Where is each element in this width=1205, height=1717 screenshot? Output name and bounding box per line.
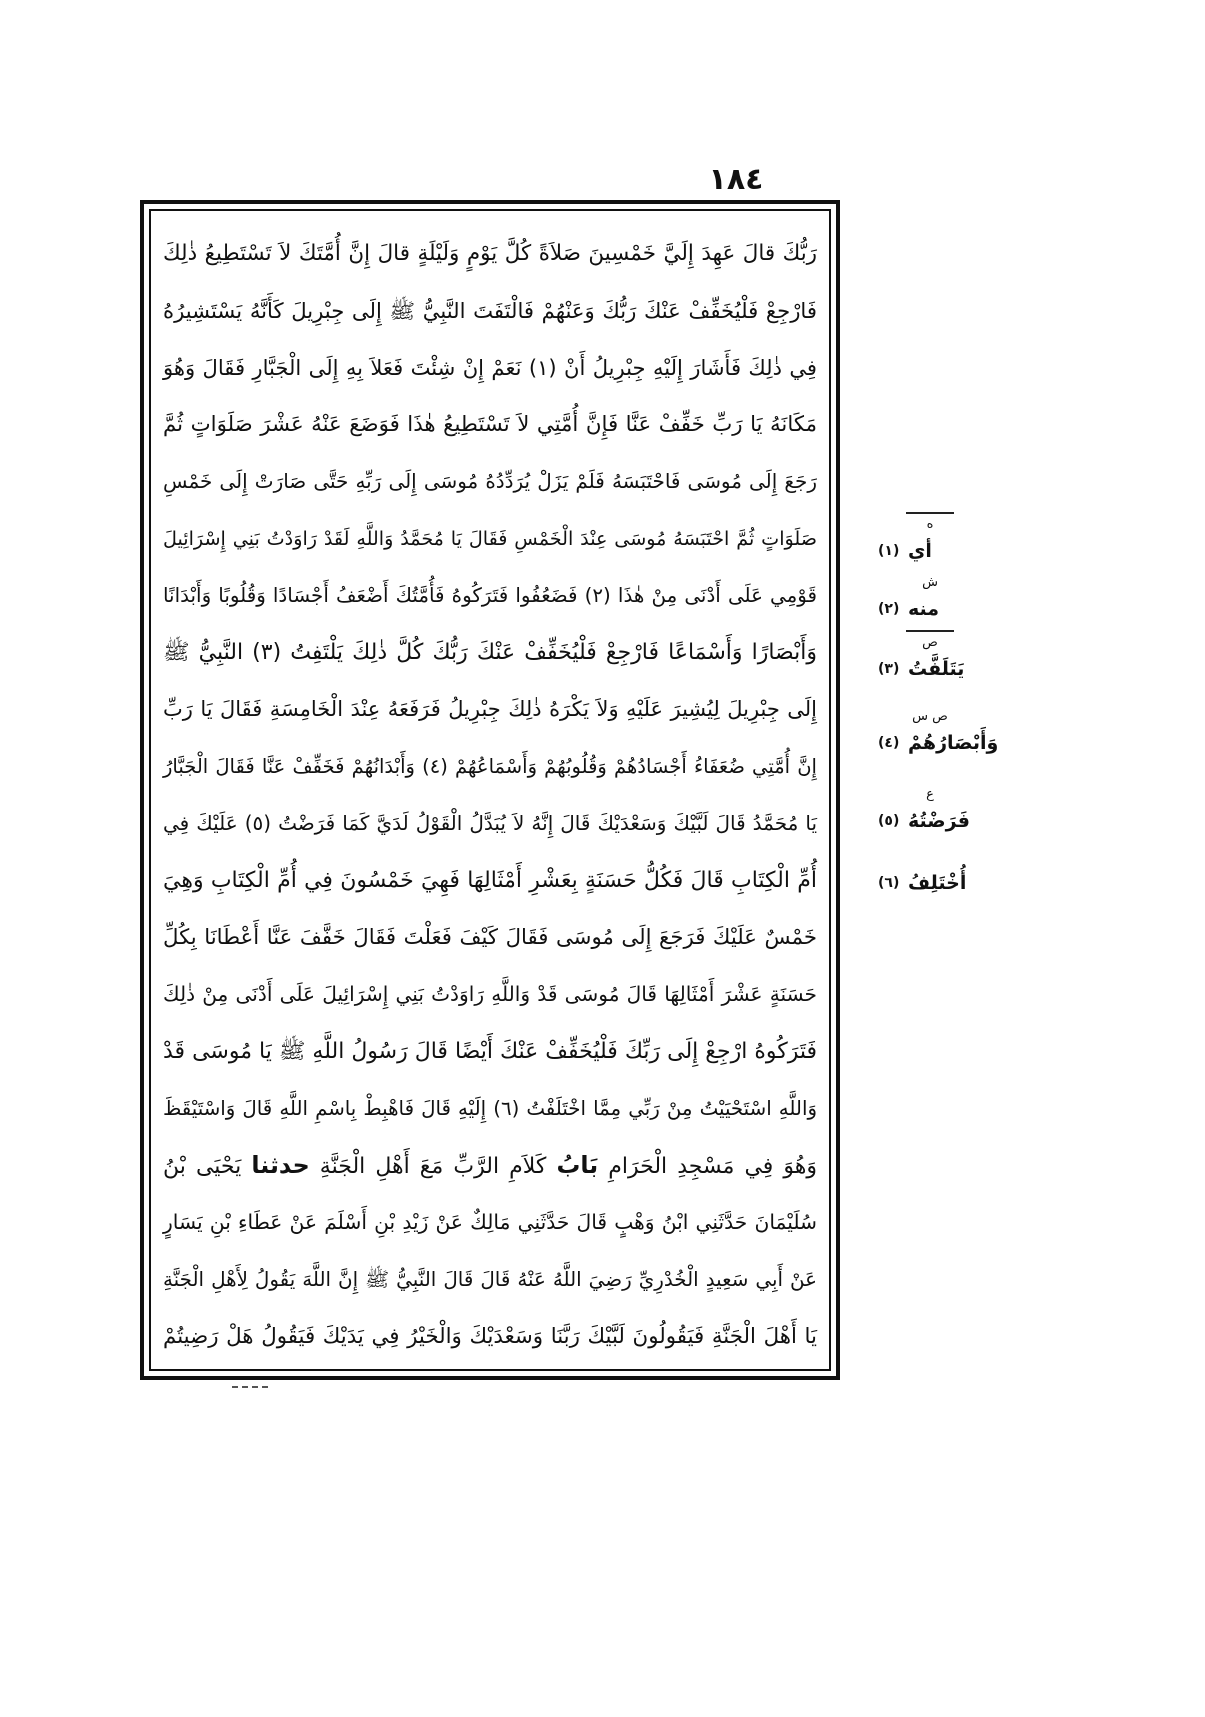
text-line: إِنَّ أُمَّتِي ضُعَفَاءُ أَجْسَادُهُمْ وَقُلُوبُهُمْ وَأَسْمَاعُهُمْ (٤) وَأَبْدَانُهُمْ فَخَفِّفْ عَنَّا فَقَالَ الْجَبَّارُ	[163, 755, 817, 778]
margin-note-text: فَرَضْتُهُ	[908, 810, 970, 832]
margin-note-number: (٣)	[878, 661, 900, 677]
text-frame	[140, 200, 840, 1380]
page-number: ١٨٤	[708, 162, 764, 197]
margin-note-siglum: ش	[922, 575, 938, 590]
margin-note	[878, 784, 1028, 844]
text-line: مَكَانَهُ يَا رَبِّ خَفِّفْ عَنَّا فَإِنَّ أُمَّتِي لاَ تَسْتَطِيعُ هٰذَا فَوَضَعَ عَنْهُ عَشْرَ صَلَوَاتٍ ثُمَّ	[163, 412, 817, 437]
scan-mark	[232, 1386, 268, 1388]
margin-note-text: أُخْتَلِفُ	[908, 872, 967, 894]
text-line: وَأَبْصَارًا وَأَسْمَاعًا فَارْجِعْ فَلْيُخَفِّفْ عَنْكَ رَبُّكَ كُلَّ ذٰلِكَ يَلْتَفِتُ (٣) النَّبِيُّ ﷺ	[163, 640, 817, 665]
margin-note	[878, 846, 1028, 906]
text-line: عَنْ أَبِي سَعِيدٍ الْخُدْرِيِّ رَضِيَ اللَّهُ عَنْهُ قَالَ قَالَ النَّبِيُّ ﷺ إِنَّ اللَّهَ يَقُولُ لِأَهْلِ الْجَنَّةِ	[163, 1268, 817, 1291]
text-line: فَتَرَكُوهُ ارْجِعْ إِلَى رَبِّكَ فَلْيُخَفِّفْ عَنْكَ أَيْضًا قَالَ رَسُولُ اللَّهِ ﷺ يَا مُوسَى قَدْ	[163, 1039, 817, 1064]
text-line: فِي ذٰلِكَ فَأَشَارَ إِلَيْهِ جِبْرِيلُ أَنْ (١) نَعَمْ إِنْ شِئْتَ فَعَلاَ بِهِ إِلَى الْجَبَّارِ فَقَالَ وَهُوَ	[163, 355, 817, 380]
text-segment: وَهُوَ فِي مَسْجِدِ الْحَرَامِ	[598, 1154, 817, 1179]
margin-note-number: (٥)	[878, 813, 900, 829]
text-frame-inner-border	[149, 209, 831, 1371]
margin-note-number: (٤)	[878, 735, 900, 751]
text-line: حَسَنَةٍ عَشْرَ أَمْثَالِهَا قَالَ مُوسَى قَدْ وَاللَّهِ رَاوَدْتُ بَنِي إِسْرَائِيلَ عَلَى أَدْنَى مِنْ ذٰلِكَ	[163, 982, 817, 1006]
text-line: صَلَوَاتٍ ثُمَّ احْتَبَسَهُ مُوسَى عِنْدَ الْخَمْسِ فَقَالَ يَا مُحَمَّدُ وَاللَّهِ لَقَدْ رَاوَدْتُ بَنِي إِسْرَائِيلَ	[163, 527, 817, 550]
text-line: إِلَى جِبْرِيلَ لِيُشِيرَ عَلَيْهِ وَلاَ يَكْرَهُ ذٰلِكَ جِبْرِيلُ فَرَفَعَهُ عِنْدَ الْخَامِسَةِ فَقَالَ يَا رَبِّ	[163, 697, 817, 721]
margin-note-siglum: ع	[926, 787, 934, 802]
margin-note-text: منه	[908, 598, 940, 620]
text-line: رَبُّكَ قالَ عَهِدَ إِلَيَّ خَمْسِينَ صَلاَةً كُلَّ يَوْمٍ وَلَيْلَةٍ قالَ إِنَّ أُمَّتَكَ لاَ تَسْتَطِيعُ ذٰلِكَ	[163, 241, 817, 266]
text-line: قَوْمِي عَلَى أَدْنَى مِنْ هٰذَا (٢) فَضَعُفُوا فَتَرَكُوهُ فَأُمَّتُكَ أَضْعَفُ أَجْسَادًا وَقُلُوبًا وَأَبْدَانًا	[163, 584, 817, 607]
margin-note	[878, 630, 1028, 690]
margin-note	[878, 706, 1028, 766]
margin-note-siglum: ه	[906, 512, 954, 536]
text-line-chapter	[163, 1137, 817, 1194]
margin-note	[878, 572, 1028, 632]
chapter-heading-label: بَابُ	[556, 1151, 599, 1179]
hadith-chain-label: حدثنا	[251, 1151, 310, 1179]
chapter-title-text: كَلاَمِ الرَّبِّ مَعَ أَهْلِ الْجَنَّةِ	[309, 1154, 557, 1179]
text-segment: يَحْيَى بْنُ	[163, 1154, 252, 1179]
margin-note-siglum: ص س	[912, 709, 948, 724]
text-line: أُمِّ الْكِتَابِ قَالَ فَكُلُّ حَسَنَةٍ بِعَشْرِ أَمْثَالِهَا فَهِيَ خَمْسُونَ فِي أُمِّ الْكِتَابِ وَهِيَ	[163, 868, 817, 893]
margin-note-siglum: ص	[906, 630, 954, 654]
text-line: وَاللَّهِ اسْتَحْيَيْتُ مِنْ رَبِّي مِمَّا اخْتَلَفْتُ (٦) إِلَيْهِ قَالَ فَاهْبِطْ بِاسْمِ اللَّهِ قَالَ وَاسْتَيْقَظَ	[163, 1097, 817, 1120]
margin-note	[878, 512, 1028, 572]
margin-note-text: وَأَبْصَارُهُمْ	[908, 732, 999, 754]
text-line: يَا مُحَمَّدُ قَالَ لَبَّيْكَ وَسَعْدَيْكَ قَالَ إِنَّهُ لاَ يُبَدَّلُ الْقَوْلُ لَدَيَّ كَمَا فَرَضْتُ (٥) عَلَيْكَ فِي	[163, 811, 818, 835]
margin-note-text: أي	[908, 540, 932, 562]
text-line: يَا أَهْلَ الْجَنَّةِ فَيَقُولُونَ لَبَّيْكَ رَبَّنَا وَسَعْدَيْكَ وَالْخَيْرُ فِي يَدَيْكَ فَيَقُولُ هَلْ رَضِيتُمْ	[163, 1324, 817, 1349]
margin-note-text: يَتَلَفَّتُ	[908, 658, 965, 680]
text-line: رَجَعَ إِلَى مُوسَى فَاحْتَبَسَهُ فَلَمْ يَزَلْ يُرَدِّدُهُ مُوسَى إِلَى رَبِّهِ حَتَّى صَارَتْ إِلَى خَمْسِ	[163, 469, 817, 493]
text-line: خَمْسٌ عَلَيْكَ فَرَجَعَ إِلَى مُوسَى فَقَالَ كَيْفَ فَعَلْتَ فَقَالَ خَفَّفَ عَنَّا أَعْطَانَا بِكُلِّ	[163, 925, 817, 950]
text-line: سُلَيْمَانَ حَدَّثَنِي ابْنُ وَهْبٍ قَالَ حَدَّثَنِي مَالِكٌ عَنْ زَيْدِ بْنِ أَسْلَمَ عَنْ عَطَاءِ بْنِ يَسَارٍ	[163, 1210, 817, 1234]
margin-note-siglum-empty	[906, 846, 954, 868]
margin-note-number: (١)	[878, 543, 900, 559]
text-line: فَارْجِعْ فَلْيُخَفِّفْ عَنْكَ رَبُّكَ وَعَنْهُمْ فَالْتَفَتَ النَّبِيُّ ﷺ إِلَى جِبْرِيلَ كَأَنَّهُ يَسْتَشِيرُهُ	[163, 298, 817, 323]
main-text	[151, 211, 829, 1369]
margin-note-number: (٢)	[878, 601, 900, 617]
margin-note-number: (٦)	[878, 875, 900, 891]
